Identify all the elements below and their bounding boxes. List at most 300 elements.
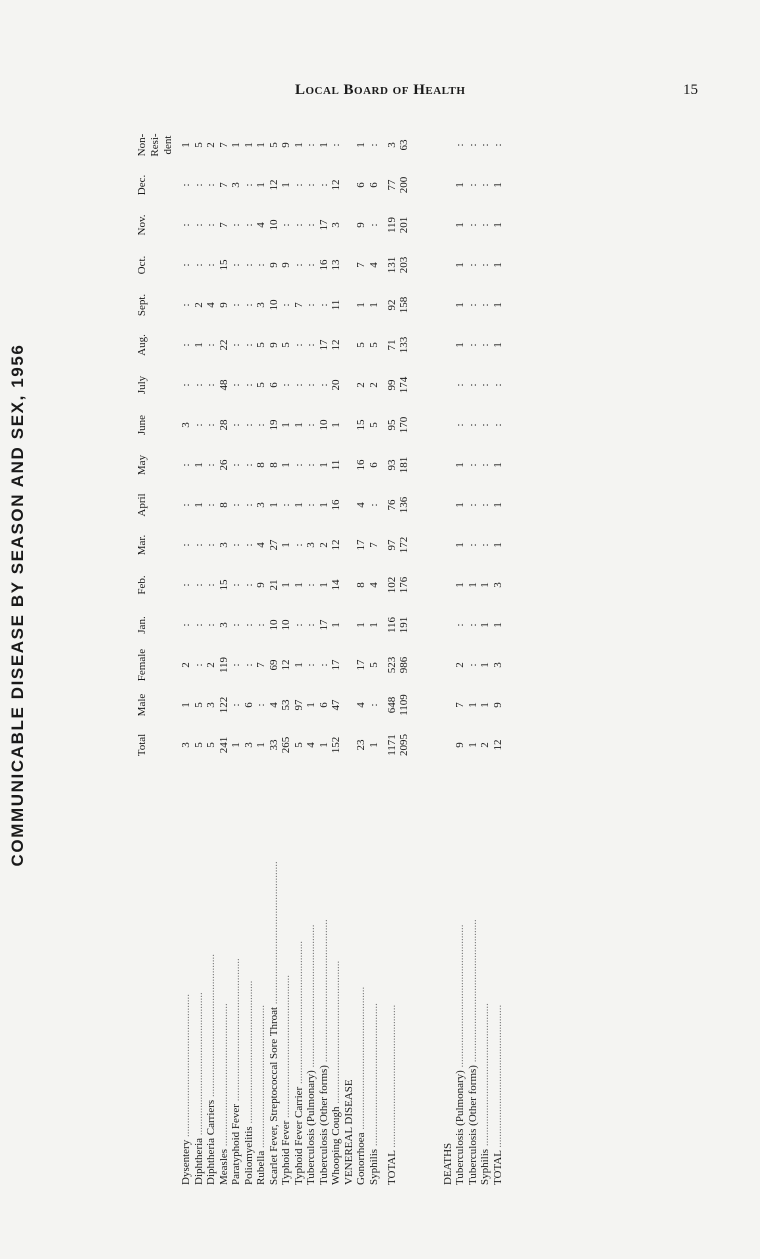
row-label: VENEREAL DISEASE bbox=[342, 1079, 355, 1185]
table-cell: 2095 bbox=[397, 734, 410, 756]
table-cell: : bbox=[242, 423, 255, 427]
table-cell: 1 bbox=[280, 182, 292, 188]
table-cell: : bbox=[192, 263, 205, 267]
table-cell: 8 bbox=[267, 462, 280, 468]
table-cell: 986 bbox=[397, 656, 410, 674]
table-cell: : bbox=[479, 223, 491, 227]
row-label: Tuberculosis (Other forms) ..... bbox=[318, 845, 330, 1185]
table-cell: 26 bbox=[217, 459, 230, 471]
table-cell: 5 bbox=[255, 342, 267, 348]
table-cell: 10 bbox=[317, 419, 330, 431]
table-cell: 1 bbox=[466, 702, 479, 708]
table-cell: : bbox=[230, 303, 242, 307]
column-header: Jan. bbox=[136, 616, 148, 634]
table-cell: : bbox=[479, 143, 491, 147]
table-cell: 76 bbox=[385, 499, 398, 511]
table-cell: 265 bbox=[280, 736, 292, 754]
table-cell: 8 bbox=[355, 582, 367, 588]
column-header: June bbox=[136, 414, 148, 436]
row-label: Rubella ..... bbox=[255, 845, 267, 1185]
table-cell: 4 bbox=[255, 222, 267, 228]
table-cell: 3 bbox=[180, 422, 192, 428]
table-cell: 3 bbox=[205, 702, 217, 708]
table-cell: 523 bbox=[385, 656, 398, 674]
table-row bbox=[280, 105, 292, 1185]
table-cell: : bbox=[454, 143, 466, 147]
table-cell: 174 bbox=[397, 376, 410, 394]
table-cell: 2 bbox=[454, 662, 466, 668]
table-cell: : bbox=[242, 263, 255, 267]
table-cell: 71 bbox=[385, 339, 398, 351]
table-cell: : bbox=[305, 423, 317, 427]
table-cell: : bbox=[192, 423, 205, 427]
table-cell: 1 bbox=[180, 702, 192, 708]
table-cell: 1 bbox=[454, 542, 466, 548]
table-cell: 1 bbox=[491, 222, 504, 228]
table-cell: 11 bbox=[330, 459, 342, 471]
table-cell: : bbox=[192, 223, 205, 227]
table-cell: : bbox=[180, 223, 192, 227]
table-cell: : bbox=[280, 503, 292, 507]
table-cell: : bbox=[255, 623, 267, 627]
table-cell: : bbox=[242, 503, 255, 507]
table-cell: : bbox=[466, 503, 479, 507]
table-cell: : bbox=[242, 463, 255, 467]
table-cell: : bbox=[192, 663, 205, 667]
table-cell: 191 bbox=[397, 616, 410, 634]
table-cell: 17 bbox=[355, 659, 367, 671]
table-cell: 3 bbox=[385, 142, 398, 148]
table-cell: : bbox=[205, 543, 217, 547]
table-cell: : bbox=[305, 303, 317, 307]
table-cell: 1 bbox=[491, 622, 504, 628]
table-cell: 92 bbox=[385, 299, 398, 311]
table-cell: 1 bbox=[491, 342, 504, 348]
table-cell: : bbox=[491, 383, 504, 387]
table-cell: : bbox=[180, 503, 192, 507]
table-cell: 4 bbox=[367, 262, 380, 268]
table-cell: : bbox=[466, 143, 479, 147]
table-cell: 7 bbox=[217, 182, 230, 188]
table-cell: : bbox=[192, 583, 205, 587]
table-cell: 9 bbox=[491, 702, 504, 708]
table-cell: : bbox=[255, 703, 267, 707]
table-cell: 4 bbox=[205, 302, 217, 308]
table-cell: 3 bbox=[255, 302, 267, 308]
table-cell: 1 bbox=[192, 462, 205, 468]
table-cell: 1 bbox=[479, 662, 491, 668]
table-cell: 15 bbox=[217, 579, 230, 591]
table-cell: 1171 bbox=[385, 734, 398, 756]
table-cell: : bbox=[305, 383, 317, 387]
table-cell: 119 bbox=[385, 216, 398, 234]
row-label: Syphilis ..... bbox=[368, 845, 380, 1185]
table-cell: 28 bbox=[217, 419, 230, 431]
table-cell: 4 bbox=[267, 702, 280, 708]
table-cell: : bbox=[479, 423, 491, 427]
table-cell: 1 bbox=[317, 502, 330, 508]
table-cell: 77 bbox=[385, 179, 398, 191]
table-cell: 131 bbox=[385, 256, 398, 274]
table-row bbox=[180, 105, 192, 1185]
column-header: Non-Resi-dent bbox=[136, 133, 174, 157]
table-row bbox=[293, 105, 305, 1185]
table-cell: : bbox=[292, 183, 305, 187]
table-cell: : bbox=[180, 263, 192, 267]
table-cell: 1 bbox=[280, 422, 292, 428]
table-row bbox=[343, 105, 355, 1185]
table-cell: : bbox=[479, 463, 491, 467]
page-number: 15 bbox=[683, 82, 698, 98]
table-cell: : bbox=[305, 263, 317, 267]
table-cell: : bbox=[292, 543, 305, 547]
table-cell: 1 bbox=[491, 302, 504, 308]
table-cell: : bbox=[305, 463, 317, 467]
table-cell: : bbox=[466, 383, 479, 387]
table-cell: 9 bbox=[217, 302, 230, 308]
table-cell: 6 bbox=[317, 702, 330, 708]
table-cell: 5 bbox=[192, 742, 205, 748]
table-cell: : bbox=[205, 383, 217, 387]
table-cell: 3 bbox=[180, 742, 192, 748]
table-cell: 17 bbox=[317, 219, 330, 231]
table-cell: : bbox=[466, 663, 479, 667]
table-cell: 9 bbox=[255, 582, 267, 588]
column-header: Total bbox=[136, 733, 148, 757]
table-cell: 5 bbox=[367, 422, 380, 428]
table-title: COMMUNICABLE DISEASE BY SEASON AND SEX, 1956 bbox=[8, 343, 27, 867]
table-cell: 6 bbox=[242, 702, 255, 708]
table-cell: : bbox=[180, 623, 192, 627]
table-cell: 2 bbox=[205, 142, 217, 148]
table-cell: : bbox=[192, 623, 205, 627]
table-cell: : bbox=[317, 383, 330, 387]
table-cell: 10 bbox=[267, 619, 280, 631]
table-cell: 5 bbox=[292, 742, 305, 748]
row-label: Syphilis ..... bbox=[479, 845, 491, 1185]
table-cell: 3 bbox=[491, 582, 504, 588]
table-cell: 176 bbox=[397, 576, 410, 594]
table-cell: : bbox=[205, 263, 217, 267]
table-cell: 1 bbox=[466, 742, 479, 748]
table-cell: 3 bbox=[217, 542, 230, 548]
table-cell: 3 bbox=[491, 662, 504, 668]
table-row bbox=[467, 105, 479, 1185]
table-cell: 1 bbox=[454, 302, 466, 308]
table-cell: : bbox=[317, 183, 330, 187]
table-row bbox=[492, 105, 504, 1185]
table-cell: 7 bbox=[217, 222, 230, 228]
table-cell: 1 bbox=[280, 462, 292, 468]
table-cell: : bbox=[292, 223, 305, 227]
table-cell: 1 bbox=[192, 342, 205, 348]
table-cell: : bbox=[466, 263, 479, 267]
table-cell: 1 bbox=[292, 582, 305, 588]
table-cell: 22 bbox=[217, 339, 230, 351]
table-cell: : bbox=[192, 383, 205, 387]
row-label: Gonorrhoea ..... bbox=[355, 845, 367, 1185]
table-cell: 15 bbox=[355, 419, 367, 431]
table-cell: 241 bbox=[217, 736, 230, 754]
table-cell: 6 bbox=[367, 182, 380, 188]
table-cell: : bbox=[230, 383, 242, 387]
table-cell: 12 bbox=[280, 659, 292, 671]
table-cell: 1 bbox=[454, 342, 466, 348]
disease-table bbox=[30, 105, 730, 1185]
table-cell: : bbox=[466, 343, 479, 347]
table-cell: 12 bbox=[330, 339, 342, 351]
table-cell: 63 bbox=[397, 139, 410, 151]
column-header: Feb. bbox=[136, 575, 148, 595]
table-cell: : bbox=[491, 423, 504, 427]
column-header: Sept. bbox=[136, 293, 148, 317]
table-cell: : bbox=[454, 423, 466, 427]
table-cell: : bbox=[367, 703, 380, 707]
table-cell: 48 bbox=[217, 379, 230, 391]
table-cell: : bbox=[230, 663, 242, 667]
table-cell: 170 bbox=[397, 416, 410, 434]
table-cell: 119 bbox=[217, 656, 230, 674]
table-cell: 93 bbox=[385, 459, 398, 471]
table-cell: : bbox=[180, 383, 192, 387]
table-cell: : bbox=[230, 623, 242, 627]
table-cell: : bbox=[230, 423, 242, 427]
table-cell: : bbox=[491, 143, 504, 147]
table-cell: : bbox=[305, 583, 317, 587]
table-cell: : bbox=[305, 503, 317, 507]
table-cell: 1 bbox=[454, 222, 466, 228]
table-cell: 6 bbox=[367, 462, 380, 468]
table-cell: 10 bbox=[267, 299, 280, 311]
table-cell: 648 bbox=[385, 696, 398, 714]
table-cell: : bbox=[479, 383, 491, 387]
table-cell: 1 bbox=[230, 742, 242, 748]
table-cell: : bbox=[280, 383, 292, 387]
table-cell: 9 bbox=[267, 342, 280, 348]
table-cell: 3 bbox=[305, 542, 317, 548]
table-cell: 102 bbox=[385, 576, 398, 594]
row-label: Paratyphoid Fever ..... bbox=[230, 845, 242, 1185]
table-cell: 15 bbox=[217, 259, 230, 271]
table-cell: 2 bbox=[355, 382, 367, 388]
table-cell: 5 bbox=[192, 142, 205, 148]
table-cell: 9 bbox=[280, 142, 292, 148]
column-header: May bbox=[136, 454, 148, 476]
table-row bbox=[193, 105, 205, 1185]
table-cell: 20 bbox=[330, 379, 342, 391]
table-cell: 13 bbox=[330, 259, 342, 271]
table-cell: 10 bbox=[267, 219, 280, 231]
table-cell: 2 bbox=[317, 542, 330, 548]
table-row bbox=[305, 105, 317, 1185]
table-cell: 23 bbox=[355, 739, 367, 751]
table-cell: 5 bbox=[255, 382, 267, 388]
table-cell: : bbox=[180, 463, 192, 467]
row-label: Typhoid Fever ..... bbox=[280, 845, 292, 1185]
table-cell: : bbox=[305, 223, 317, 227]
table-cell: 1 bbox=[180, 142, 192, 148]
table-cell: : bbox=[230, 463, 242, 467]
table-cell: 1 bbox=[305, 702, 317, 708]
table-cell: 6 bbox=[355, 182, 367, 188]
table-cell: 152 bbox=[330, 736, 342, 754]
table-cell: : bbox=[205, 503, 217, 507]
row-label: Tuberculosis (Pulmonary) ..... bbox=[305, 845, 317, 1185]
table-cell: : bbox=[230, 703, 242, 707]
table-cell: 136 bbox=[397, 496, 410, 514]
table-cell: 2 bbox=[479, 742, 491, 748]
table-cell: 5 bbox=[367, 342, 380, 348]
table-cell: : bbox=[292, 263, 305, 267]
table-cell: : bbox=[317, 303, 330, 307]
table-cell: 1 bbox=[280, 582, 292, 588]
table-cell: : bbox=[180, 543, 192, 547]
row-label: DEATHS bbox=[441, 1142, 454, 1185]
table-cell: : bbox=[280, 303, 292, 307]
table-cell: 158 bbox=[397, 296, 410, 314]
table-row bbox=[243, 105, 255, 1185]
table-cell: 7 bbox=[355, 262, 367, 268]
table-cell: : bbox=[255, 423, 267, 427]
table-cell: 1 bbox=[267, 502, 280, 508]
table-cell: 1 bbox=[330, 422, 342, 428]
table-cell: : bbox=[479, 543, 491, 547]
table-cell: 7 bbox=[292, 302, 305, 308]
table-cell: : bbox=[205, 343, 217, 347]
table-cell: 172 bbox=[397, 536, 410, 554]
table-cell: 11 bbox=[330, 299, 342, 311]
table-cell: 1 bbox=[292, 142, 305, 148]
table-cell: 1 bbox=[317, 142, 330, 148]
table-cell: 1 bbox=[491, 262, 504, 268]
column-header: Female bbox=[136, 648, 148, 682]
table-cell: : bbox=[466, 303, 479, 307]
table-cell: : bbox=[180, 183, 192, 187]
row-label: Typhoid Fever Carrier ..... bbox=[293, 845, 305, 1185]
table-cell: 17 bbox=[355, 539, 367, 551]
table-cell: 1 bbox=[355, 302, 367, 308]
table-cell: : bbox=[454, 383, 466, 387]
table-cell: 4 bbox=[355, 702, 367, 708]
table-cell: 12 bbox=[330, 179, 342, 191]
table-cell: : bbox=[367, 143, 380, 147]
table-cell: 1 bbox=[292, 422, 305, 428]
table-cell: : bbox=[280, 223, 292, 227]
table-row bbox=[255, 105, 267, 1185]
table-row bbox=[355, 105, 367, 1185]
table-cell: 6 bbox=[267, 382, 280, 388]
table-row bbox=[368, 105, 380, 1185]
column-header: Male bbox=[136, 693, 148, 717]
table-cell: : bbox=[305, 183, 317, 187]
table-cell: : bbox=[479, 503, 491, 507]
row-label: Tuberculosis (Other forms) ..... bbox=[467, 845, 479, 1185]
table-cell: 1 bbox=[292, 502, 305, 508]
table-cell: 12 bbox=[267, 179, 280, 191]
table-cell: 8 bbox=[217, 502, 230, 508]
table-cell: : bbox=[230, 543, 242, 547]
table-cell: 1 bbox=[317, 582, 330, 588]
table-row bbox=[398, 105, 410, 1185]
table-cell: : bbox=[242, 663, 255, 667]
table-cell: 53 bbox=[280, 699, 292, 711]
table-cell: : bbox=[230, 263, 242, 267]
table-cell: 1 bbox=[491, 502, 504, 508]
table-cell: : bbox=[292, 383, 305, 387]
table-cell: : bbox=[205, 583, 217, 587]
table-cell: : bbox=[242, 223, 255, 227]
row-label: Scarlet Fever, Streptococcal Sore Throat ..... bbox=[268, 845, 280, 1185]
table-cell: : bbox=[192, 183, 205, 187]
table-cell: 1 bbox=[466, 582, 479, 588]
table-cell: 1 bbox=[454, 582, 466, 588]
table-cell: : bbox=[479, 183, 491, 187]
table-cell: 12 bbox=[491, 739, 504, 751]
table-cell: 21 bbox=[267, 579, 280, 591]
table-cell: : bbox=[292, 463, 305, 467]
table-cell: 16 bbox=[330, 499, 342, 511]
table-cell: 3 bbox=[242, 742, 255, 748]
table-cell: 2 bbox=[192, 302, 205, 308]
column-header: Oct. bbox=[136, 255, 148, 275]
table-cell: : bbox=[205, 223, 217, 227]
table-row bbox=[454, 105, 466, 1185]
column-header: April bbox=[136, 493, 148, 517]
table-cell: 10 bbox=[280, 619, 292, 631]
table-cell: 9 bbox=[280, 262, 292, 268]
row-label: Poliomyelitis ..... bbox=[243, 845, 255, 1185]
table-cell: 9 bbox=[267, 262, 280, 268]
table-cell: : bbox=[242, 383, 255, 387]
table-cell: : bbox=[205, 463, 217, 467]
table-row bbox=[268, 105, 280, 1185]
table-cell: 97 bbox=[385, 539, 398, 551]
column-header: Aug. bbox=[136, 334, 148, 356]
table-cell: : bbox=[317, 663, 330, 667]
table-cell: 99 bbox=[385, 379, 398, 391]
table-cell: 1 bbox=[292, 662, 305, 668]
table-cell: : bbox=[466, 183, 479, 187]
table-row bbox=[330, 105, 342, 1185]
column-header: Mar. bbox=[136, 534, 148, 556]
table-cell: 7 bbox=[255, 662, 267, 668]
table-cell: 5 bbox=[355, 342, 367, 348]
table-cell: 1 bbox=[367, 742, 380, 748]
table-cell: : bbox=[466, 463, 479, 467]
table-cell: : bbox=[367, 223, 380, 227]
table-cell: 12 bbox=[330, 539, 342, 551]
table-cell: 2 bbox=[180, 662, 192, 668]
table-cell: : bbox=[330, 143, 342, 147]
table-cell: 5 bbox=[192, 702, 205, 708]
table-cell: : bbox=[466, 423, 479, 427]
table-cell: : bbox=[180, 583, 192, 587]
table-cell: : bbox=[466, 543, 479, 547]
table-cell: 1 bbox=[491, 462, 504, 468]
table-row bbox=[442, 105, 454, 1185]
table-cell: : bbox=[255, 263, 267, 267]
table-cell: 69 bbox=[267, 659, 280, 671]
row-label: TOTAL ..... bbox=[492, 845, 504, 1185]
table-cell: 1 bbox=[479, 622, 491, 628]
table-cell: 181 bbox=[397, 456, 410, 474]
table-cell: : bbox=[242, 623, 255, 627]
table-cell: 4 bbox=[367, 582, 380, 588]
table-cell: 9 bbox=[454, 742, 466, 748]
table-row bbox=[386, 105, 398, 1185]
table-cell: 7 bbox=[454, 702, 466, 708]
table-row bbox=[479, 105, 491, 1185]
